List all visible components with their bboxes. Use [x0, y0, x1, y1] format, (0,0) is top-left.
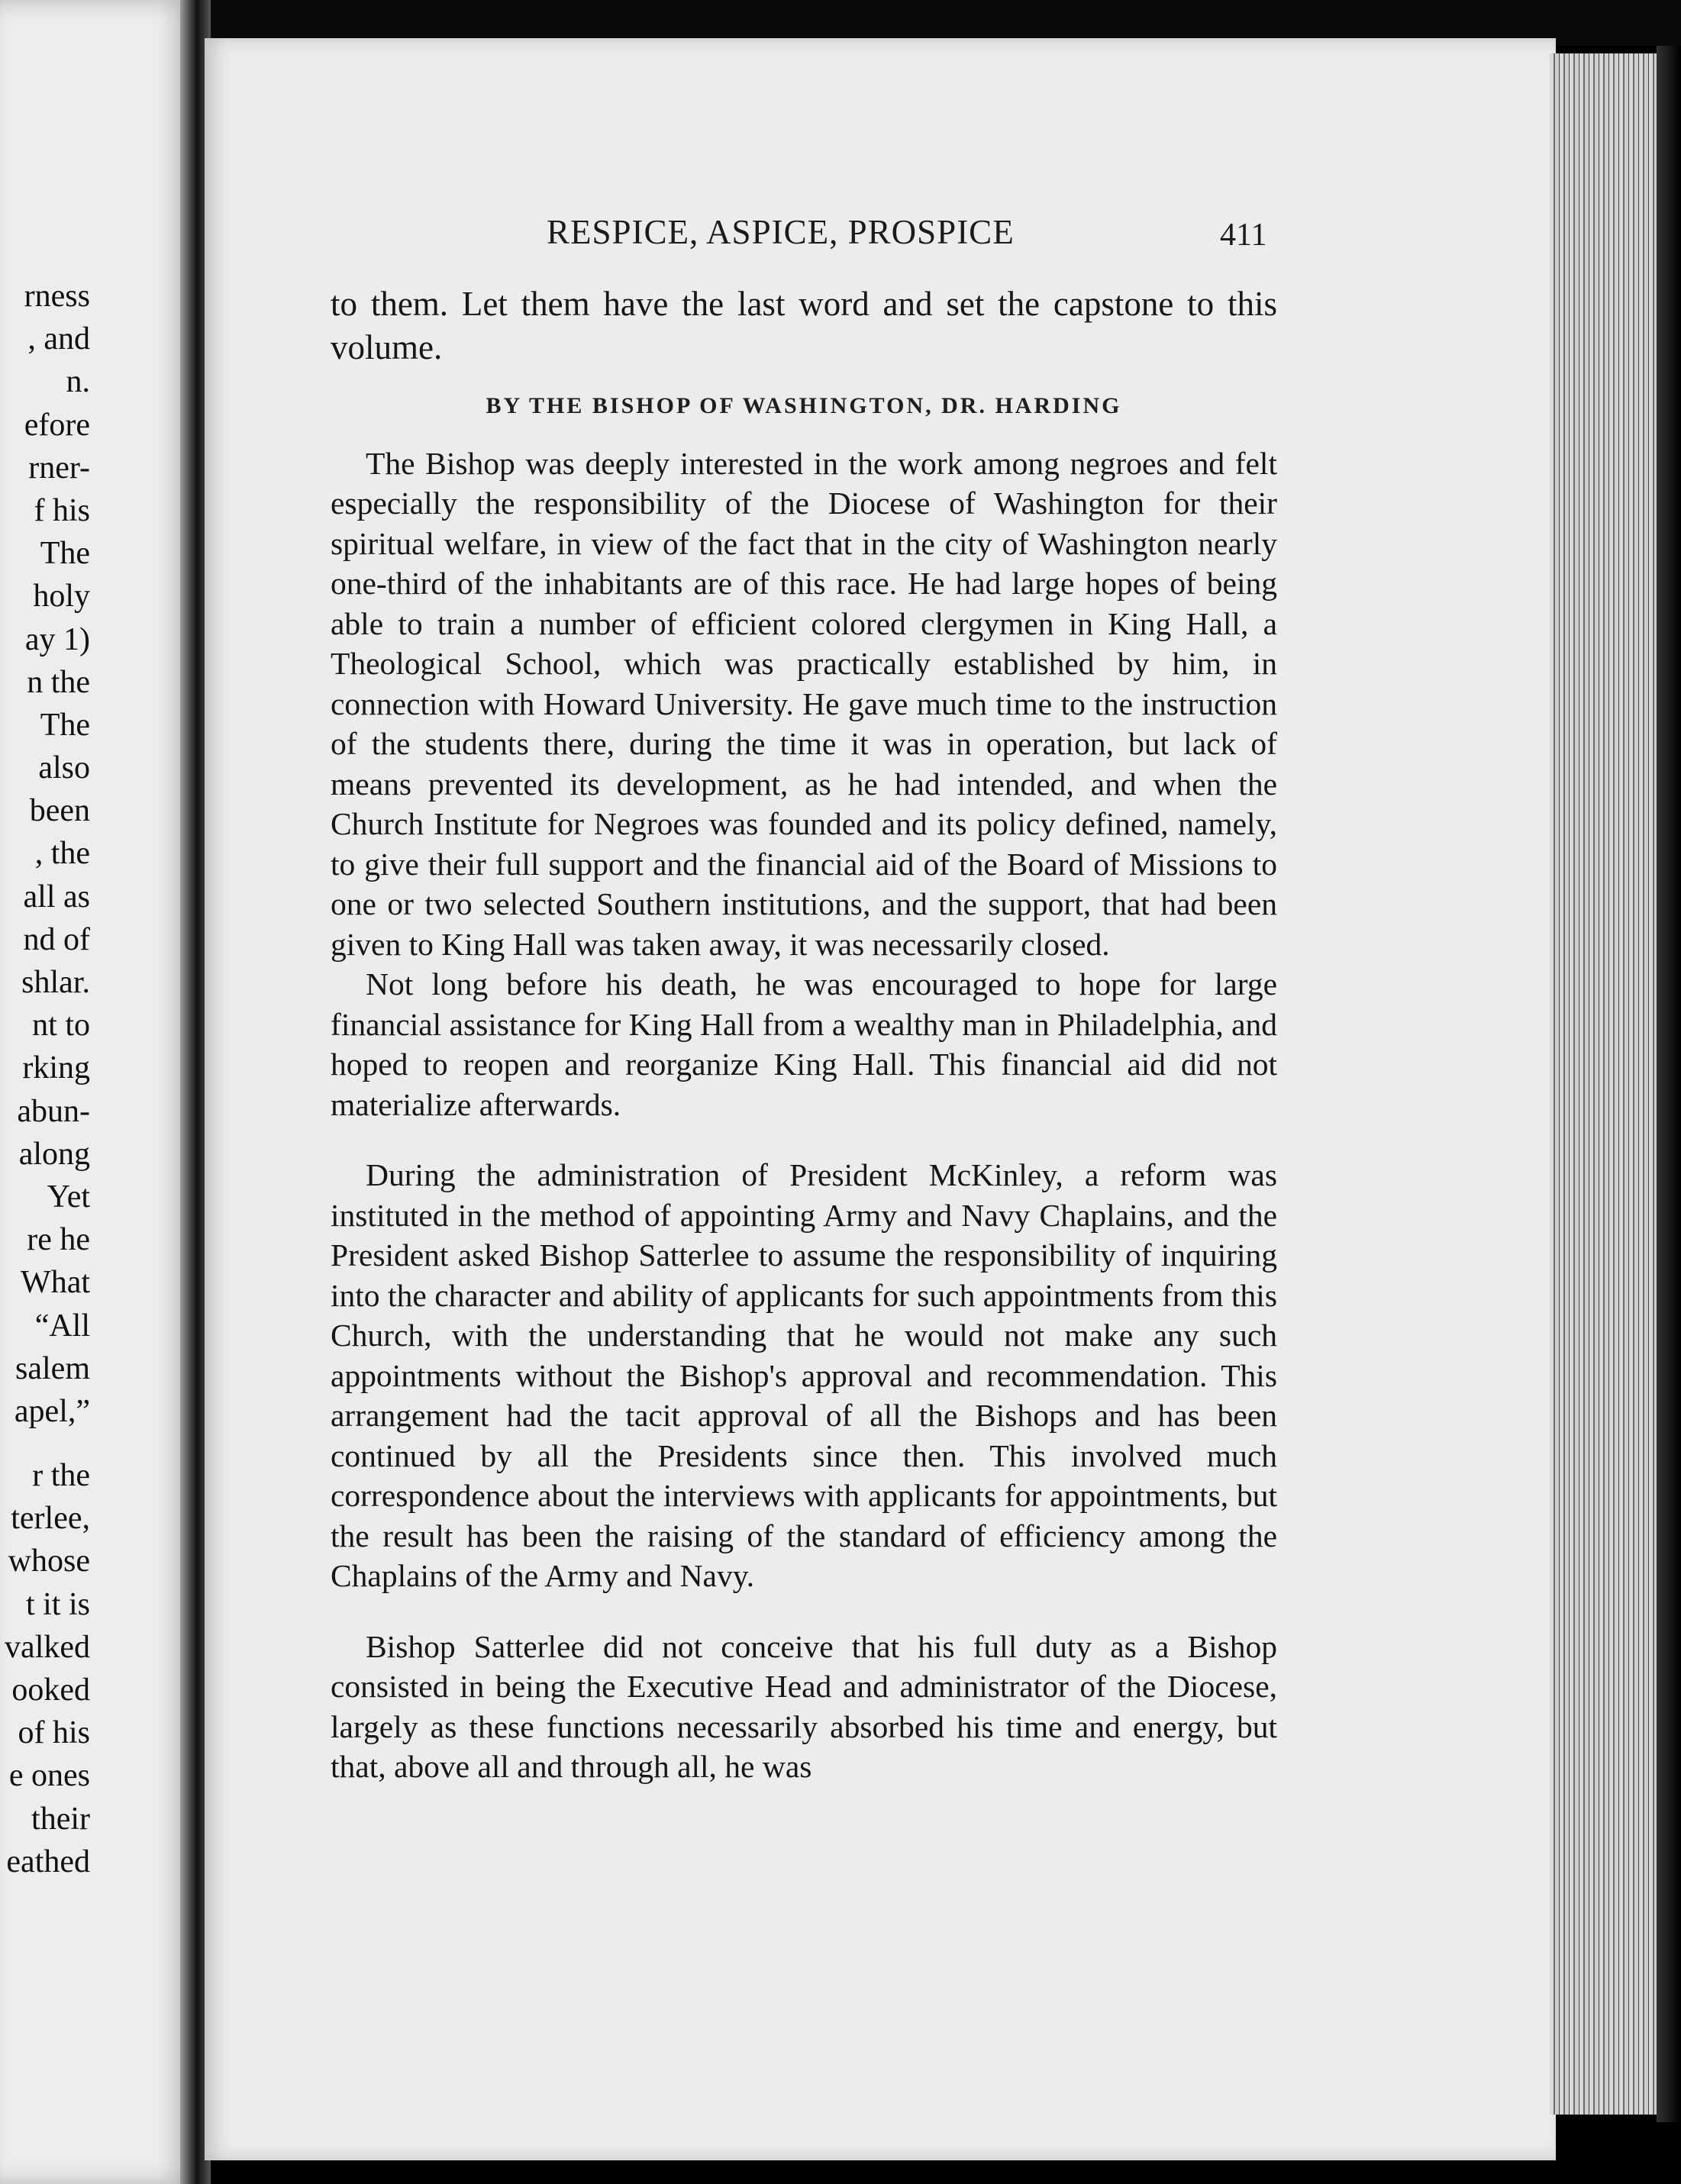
facing-page-line: nd of — [23, 921, 90, 957]
facing-page-line: The — [40, 536, 90, 572]
facing-page-line: abun- — [17, 1093, 90, 1129]
facing-page-line: nt to — [32, 1008, 90, 1044]
facing-page-line: also — [38, 750, 90, 786]
facing-page-line: eathed — [6, 1844, 90, 1879]
facing-page-line: rking — [22, 1050, 90, 1086]
facing-page-line: t it is — [25, 1586, 90, 1622]
paragraph-2: Not long before his death, he was encouraged to hope for large financial assistance for King Hall from a wealthy man in Philadelphia, and hoped to reopen and reorganize King Hall. This financial aid did not materialize afterwards. — [331, 966, 1278, 1122]
facing-page-line: ooked — [11, 1673, 90, 1708]
paragraph-spacer — [331, 1124, 1277, 1155]
facing-page-line: Yet — [47, 1179, 90, 1215]
facing-page-line: terlee, — [11, 1501, 90, 1537]
facing-page-line: re he — [27, 1222, 90, 1258]
facing-page-line: rner- — [28, 450, 90, 486]
facing-page-line — [0, 1433, 90, 1454]
facing-page-line: apel,” — [14, 1393, 90, 1429]
facing-page-line: their — [31, 1801, 90, 1837]
facing-page-line: valked — [5, 1629, 90, 1665]
facing-page-line: , the — [34, 836, 90, 872]
page-number: 411 — [1220, 218, 1267, 253]
scan-background-right — [1657, 46, 1681, 2122]
facing-page-text-fragments — [0, 275, 90, 1883]
paragraph-3: During the administration of President McKinley, a reform was instituted in the method of appointing Army and Navy Chaplains, and the President asked Bishop Satterlee to assume the responsibility of inquiring into the character and ability of applicants for such appointments from this Church, with the understanding that he would not make any such appointments without the Bishop's approval and recommendation. This arrangement had the tacit approval of all the Bishops and has been continued by all the Presidents since then. This involved much correspondence about the interviews with applicants for appointments, but the result has been the raising of the standard of efficiency among the Chaplains of the Army and Navy. — [331, 1157, 1277, 1593]
page-body — [331, 282, 1277, 1787]
facing-page-line: along — [18, 1136, 90, 1172]
facing-page-line: efore — [24, 407, 90, 443]
facing-page-line: ay 1) — [24, 621, 90, 657]
facing-page-line: , and — [27, 321, 90, 357]
facing-page-left — [0, 0, 191, 2184]
facing-page-line: What — [21, 1265, 90, 1301]
facing-page-line: whose — [8, 1544, 90, 1579]
page-edges — [1550, 53, 1657, 2115]
section-heading: BY THE BISHOP OF WASHINGTON, DR. HARDING — [486, 393, 1122, 418]
paragraph-spacer — [331, 1596, 1277, 1627]
facing-page-line: salem — [15, 1350, 90, 1386]
facing-page-line: n the — [27, 664, 90, 700]
facing-page-line: of his — [18, 1715, 90, 1751]
facing-page-line: all as — [23, 879, 90, 915]
facing-page-line: rness — [24, 279, 90, 314]
lead-paragraph: to them. Let them have the last word and set the capstone to this volume. — [331, 285, 1277, 366]
running-head-title: RESPICE, ASPICE, PROSPICE — [547, 213, 1015, 251]
facing-page-line: n. — [66, 364, 90, 400]
facing-page-line: e ones — [8, 1758, 90, 1794]
paragraph-1: The Bishop was deeply interested in the work among negroes and felt especially the responsibility of the Diocese of Washington for their spiritual welfare, in view of the fact that in the city of Washington nearly one-third of the inhabitants are of this race. He had large hopes of being able to train a number of efficient colored clergymen in King Hall, a Theological School, which was practically established by him, in connection with Howard University. He gave much time to the instruction of the students there, during the time it was in operation, but lack of means prevented its development, as he had intended, and when the Church Institute for Negroes was founded and its policy defined, namely, to give their full support and the financial aid of the Board of Missions to one or two selected Southern institutions, and the support, that had been given to King Hall was taken away, it was necessarily closed. — [331, 445, 1277, 962]
running-head — [328, 212, 1275, 258]
facing-page-line: shlar. — [21, 965, 90, 1000]
facing-page-line: “All — [34, 1308, 90, 1344]
facing-page-line: The — [40, 707, 90, 743]
facing-page-line: been — [29, 793, 90, 829]
facing-page-line: holy — [33, 579, 90, 615]
facing-page-line: f his — [34, 492, 90, 528]
facing-page-line: r the — [32, 1458, 90, 1494]
paragraph-4: Bishop Satterlee did not conceive that his full duty as a Bishop consisted in being the Executive Head and administrator of the Diocese, largely as these functions necessarily absorbed his time and energy, but that, above all and through all, he was — [331, 1628, 1277, 1784]
